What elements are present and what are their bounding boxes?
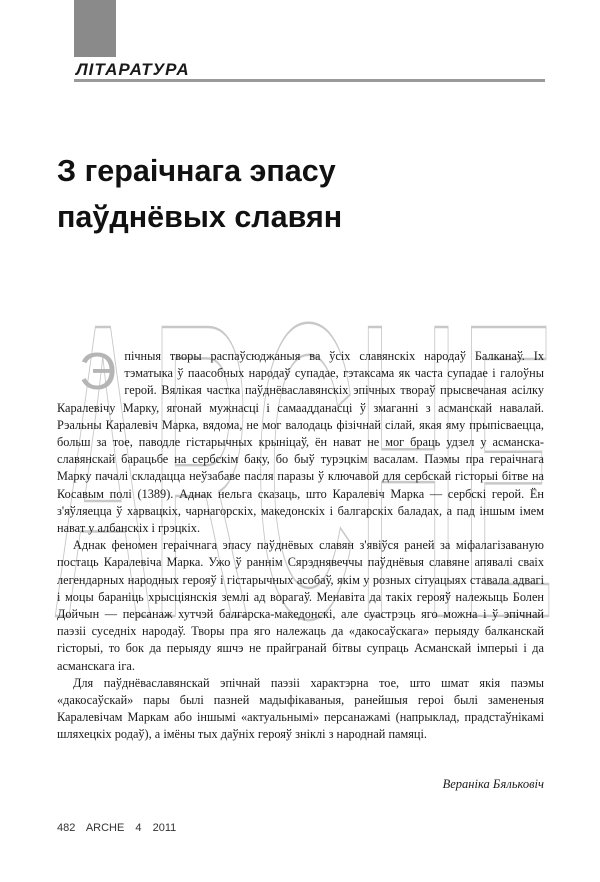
- article-title: [57, 148, 537, 240]
- paragraph-2: Аднак феномен гераічнага эпасу паўднёвых славян з'явіўся раней за міфалагізаваную постаць Каралевіча Марка. Ужо ў раннім Сярэднявеччы паўднёвыя славяне апявалі сваіх легендарных народных герояў і гістарычных асобаў, якім у розных сітуацыях ставала адвагі і моцы бараніць хрысціянскія землі ад ворагаў. Менавіта да такіх герояў належыць Болен Дойчын — персанаж хутчэй балгарска-македонскі, але суастрэць яго можна і ў эпічнай паэзіі суседніх народаў. Творы пра яго належаць да «дакосаўскага» перыяду балканскай гісторыі, то бок да перыяду яшчэ не прайгранай бітвы супраць Асманскай імперыі і да асманскага іга.: [57, 538, 544, 673]
- article-title-line-1: З гераічнага эпасу: [57, 154, 336, 188]
- journal-name: ARCHE: [85, 822, 125, 834]
- paragraph-3: Для паўднёваславянскай эпічнай паэзіі характэрна тое, што шмат якія паэмы «дакосаўскай» пары былі пазней мадыфікаваныя, ранейшыя героі былі замененыя Каралевічам Маркам або іншымі «актуальнымі» персанажамі (напрыклад, прадстаўнікамі шляхецкіх родаў), а імёны тых даўніх герояў зніклі з народнай памяці.: [57, 675, 544, 742]
- section-label: ЛІТАРАТУРА: [76, 60, 190, 79]
- issue-year: 2011: [152, 822, 177, 834]
- article-title-line-2: паўднёвых славян: [57, 200, 343, 234]
- page-number: 482: [57, 822, 76, 834]
- watermark-text: ARCHE: [55, 237, 555, 628]
- drop-cap: Э: [79, 343, 117, 401]
- section-divider: [74, 79, 545, 82]
- page-footer: [57, 822, 184, 834]
- paragraph-1: [57, 343, 544, 537]
- section-tab-block: [74, 0, 116, 57]
- article-body: [57, 343, 544, 744]
- paragraph-1-text: пічныя творы распаўсюджаныя ва ўсіх славянскіх народаў Балканаў. Іх тэматыка ў паасобных народаў супадае, гэтаксама як часта супадае і галоўны герой. Вялікая частка паўднёваславянскіх эпічных твораў прысвечаная асілку Каралевічу Марку, ягонай мужнасці і самаадданасці ў змаганні з асманскай навалай. Рэальны Каралевіч Марка, вядома, не мог валодаць фізічнай сілай, якая яму прыпісваецца, больш за тое, паводле гістарычных крыніцаў, ён нават не мог браць удзел у асманска-славянскай барацьбе на сербскім баку, бо быў турэцкім васалам. Паэмы пра гераічнага Марку пачалі складацца неўзабаве пасля паразы ў ключавой для сербскай гісторыі бітве на Косавым полі (1389). Аднак нельга сказаць, што Каралевіч Марка — сербскі герой. Ён з'яўляецца ў харвацкіх, чарнагорскіх, македонскіх і балгарскіх баладах, а пад іншым імем нават у албанскіх і грэцкіх.: [57, 349, 544, 536]
- author-signature: Вераніка Бяльковіч: [442, 777, 544, 791]
- issue-number: 4: [135, 822, 142, 834]
